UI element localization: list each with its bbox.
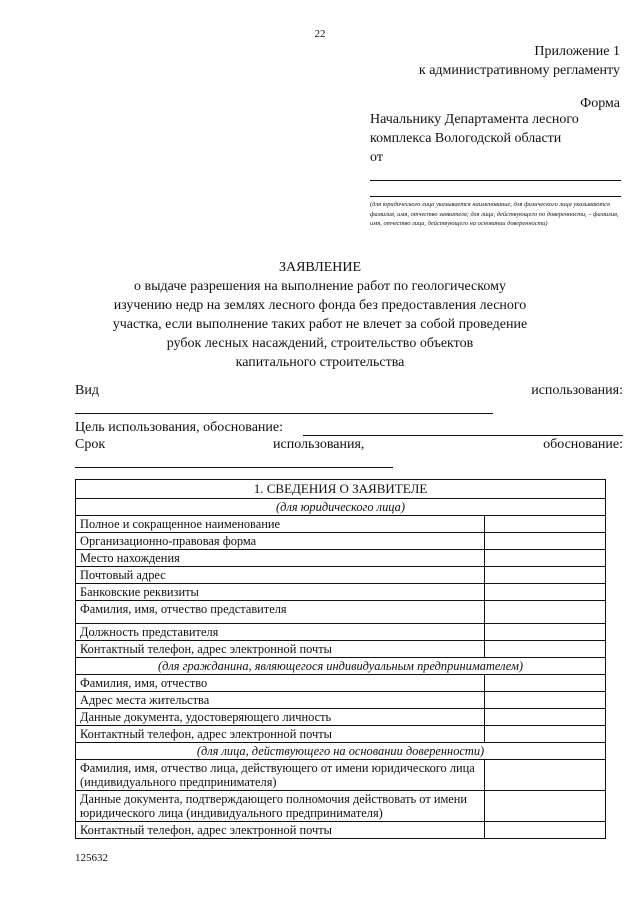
vid-right-label: использования: [531,383,623,398]
table-row [76,675,606,692]
row-value-cell[interactable] [485,567,606,584]
vid-fill-line[interactable] [75,413,493,414]
appendix-line-1: Приложение 1 [534,44,620,59]
row-label: Фамилия, имя, отчество [76,675,485,692]
row-value-cell[interactable] [485,726,606,743]
addressee-block [370,110,625,167]
title-line-3: участка, если выполнение таких работ не влечет за собой проведение [112,317,528,332]
row-label: Место нахождения [76,550,485,567]
page-number: 22 [314,28,326,40]
table-row [76,516,606,533]
row-value-cell[interactable] [485,675,606,692]
appendix-header [419,42,620,80]
row-label: Банковские реквизиты [76,584,485,601]
row-label: Контактный телефон, адрес электронной почты [76,726,485,743]
subtitle-legal-entity: (для юридического лица) [76,499,606,516]
table-row [76,641,606,658]
table-row [76,709,606,726]
addressee-fill-line-2[interactable] [370,196,621,197]
row-label: Данные документа, удостоверяющего личность [76,709,485,726]
row-label: Фамилия, имя, отчество представителя [76,601,485,624]
subtitle-individual-entrepreneur: (для гражданина, являющегося индивидуальным предпринимателем) [76,658,606,675]
table-row [76,624,606,641]
table-row [76,584,606,601]
purpose-label: Цель использования, обоснование: [75,420,283,435]
title-line-5: капитального строительства [235,355,405,370]
table-row [76,791,606,822]
title-heading: ЗАЯВЛЕНИЕ [278,260,362,275]
row-label: Контактный телефон, адрес электронной почты [76,822,485,839]
section-title: 1. СВЕДЕНИЯ О ЗАЯВИТЕЛЕ [76,480,606,499]
row-value-cell[interactable] [485,641,606,658]
addressee-line-1: Начальнику Департамента лесного [370,112,579,127]
title-line-4: рубок лесных насаждений, строительство объектов [166,336,474,351]
row-value-cell[interactable] [485,624,606,641]
table-row [76,760,606,791]
title-line-2: изучению недр на землях лесного фонда без предоставления лесного [113,298,527,313]
row-value-cell[interactable] [485,550,606,567]
title-line-1: о выдаче разрешения на выполнение работ по геологическому [134,279,506,294]
table-row [76,726,606,743]
row-label: Почтовый адрес [76,567,485,584]
term-label-2: использования, [273,437,365,452]
table-row [76,567,606,584]
addressee-note: (для юридического лица указывается наименование, для физического лица указываются фамилия, имя, отчество заявителя; для лица, действующего по доверенности, – фамилия, имя, отчество лица, действующего на основании доверенности) [370,201,619,228]
term-fill-line[interactable] [75,467,393,468]
table-row [76,692,606,709]
table-row [76,533,606,550]
row-label: Данные документа, подтверждающего полномочия действовать от имени юридического лица (индивидуального предпринимателя) [76,791,485,822]
row-label: Фамилия, имя, отчество лица, действующего от имени юридического лица (индивидуального предпринимателя) [76,760,485,791]
appendix-line-2: к административному регламенту [418,63,620,78]
vid-label: Вид [75,383,99,398]
applicant-info-table [75,479,606,839]
addressee-fill-line-1[interactable] [370,180,621,181]
table-row [76,601,606,624]
row-label: Организационно-правовая форма [76,533,485,550]
row-value-cell[interactable] [485,791,606,822]
footer-document-id: 125632 [75,852,108,864]
row-value-cell[interactable] [485,822,606,839]
row-value-cell[interactable] [485,516,606,533]
table-row [76,550,606,567]
row-label: Контактный телефон, адрес электронной почты [76,641,485,658]
row-value-cell[interactable] [485,760,606,791]
term-label-3: обоснование: [543,437,623,452]
row-value-cell[interactable] [485,692,606,709]
addressee-line-3: от [370,150,383,165]
row-value-cell[interactable] [485,601,606,624]
term-label-1: Срок [75,437,106,452]
row-value-cell[interactable] [485,584,606,601]
form-label: Форма [580,96,620,111]
subtitle-proxy: (для лица, действующего на основании доверенности) [76,743,606,760]
row-label: Адрес места жительства [76,692,485,709]
row-value-cell[interactable] [485,533,606,550]
table-row [76,822,606,839]
row-label: Должность представителя [76,624,485,641]
document-title [0,258,640,372]
row-label: Полное и сокращенное наименование [76,516,485,533]
addressee-line-2: комплекса Вологодской области [370,131,562,146]
row-value-cell[interactable] [485,709,606,726]
